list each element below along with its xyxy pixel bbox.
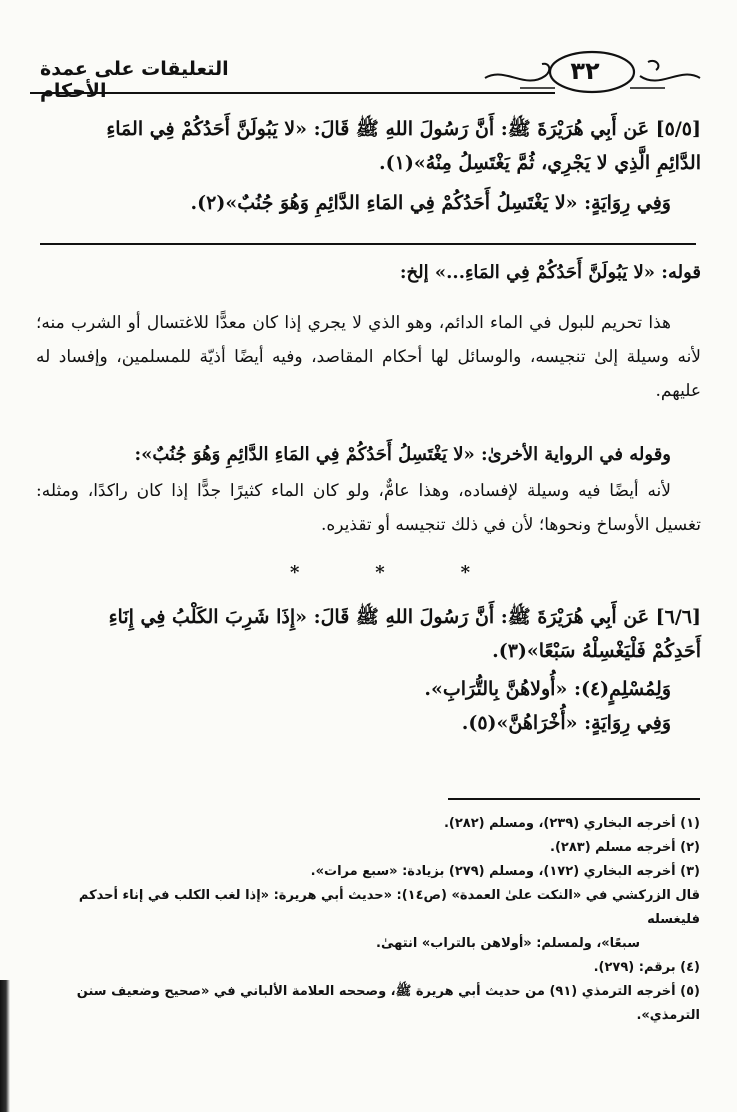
footnotes [60, 812, 700, 1028]
commentary-heading-2: وقوله في الرواية الأخرىٰ: «لا يَغْتَسِلُ أَحَدُكُمْ فِي المَاءِ الدَّائِمِ وَهُوَ جُنُبٌ»: [134, 444, 671, 465]
hadith-5 [36, 112, 701, 220]
hadith-5-line-1: [٥/٥] عَن أَبِي هُرَيْرَةَ ﷺ: أَنَّ رَسُولَ اللهِ ﷺ قَالَ: «لا يَبُولَنَّ أَحَدُكُمْ فِي المَاءِ [106, 118, 701, 140]
commentary-paragraph-2: لأنه أيضًا فيه وسيلة لإفساده، وهذا عامٌّ، ولو كان الماء كثيرًا جدًّا إذا كان راكدًا، ومثله: تغسيل الأوساخ ونحوها؛ لأن في ذلك تنجيسه أو تقذيره. [36, 481, 701, 535]
header-rule [30, 92, 555, 94]
footnote-4: (٤) برقم: (٢٧٩). [593, 960, 700, 975]
star-separator [290, 562, 470, 582]
section-divider [40, 243, 696, 245]
star: * [375, 562, 385, 583]
footnote-3-note-cont: سبعًا»، ولمسلم: «أولاهن بالتراب» انتهىٰ. [376, 936, 640, 951]
footnote-rule [448, 798, 700, 800]
hadith-6-line-2: أَحَدِكُمْ فَلْيَغْسِلْهُ سَبْعًا»(٣). [492, 640, 701, 662]
commentary-heading-1: قوله: «لا يَبُولَنَّ أَحَدُكُمْ فِي المَاءِ...» إلخ: [399, 262, 701, 283]
commentary-paragraph-1: هذا تحريم للبول في الماء الدائم، وهو الذي لا يجري إذا كان معدًّا للاغتسال أو الشرب منه؛ لأنه وسيلة إلىٰ تنجيسه، والوسائل لها أحكام المقاصد، وفيه أيضًا أذيّة للمسلمين، وإفساد له عليهم. [36, 313, 701, 401]
footnote-5: (٥) أخرجه الترمذي (٩١) من حديث أبي هريرة ﷺ، وصححه العلامة الألباني في «صحيح وضعيف سنن الترمذي». [76, 984, 700, 1023]
footnote-2: (٢) أخرجه مسلم (٢٨٣). [550, 840, 700, 855]
footnote-1: (١) أخرجه البخاري (٢٣٩)، ومسلم (٢٨٢). [443, 816, 700, 831]
hadith-5-riwaya: وَفِي رِوَايَةٍ: «لا يَغْتَسِلُ أَحَدُكُمْ فِي المَاءِ الدَّائِمِ وَهُوَ جُنُبٌ»(٢). [190, 192, 671, 214]
star: * [460, 562, 470, 583]
scan-edge [0, 980, 10, 1112]
hadith-6-line-1: [٦/٦] عَن أَبِي هُرَيْرَةَ ﷺ: أَنَّ رَسُولَ اللهِ ﷺ قَالَ: «إِذَا شَرِبَ الكَلْبُ فِي إِنَاءِ [108, 606, 701, 628]
page-number: ٣٢ [570, 57, 600, 85]
hadith-6-muslim: وَلِمُسْلِمٍ(٤): «أُولاهُنَّ بِالتُّرَابِ». [424, 678, 671, 700]
running-title: التعليقات على عمدة الأحكام [40, 58, 229, 102]
footnote-3-note: قال الزركشي في «النكت علىٰ العمدة» (ص١٤): «حديث أبي هريرة: «إذا لغب الكلب في إناء أحدكم فليغسله [78, 888, 700, 927]
hadith-6-riwaya: وَفِي رِوَايَةٍ: «أُخْرَاهُنَّ»(٥). [461, 712, 671, 734]
hadith-6 [36, 600, 701, 740]
footnote-3: (٣) أخرجه البخاري (١٧٢)، ومسلم (٢٧٩) بزيادة: «سبع مرات». [310, 864, 700, 879]
hadith-5-line-2: الدَّائِمِ الَّذِي لا يَجْرِي، ثُمَّ يَغْتَسِلُ مِنْهُ»(١). [379, 152, 701, 174]
star: * [290, 562, 300, 583]
